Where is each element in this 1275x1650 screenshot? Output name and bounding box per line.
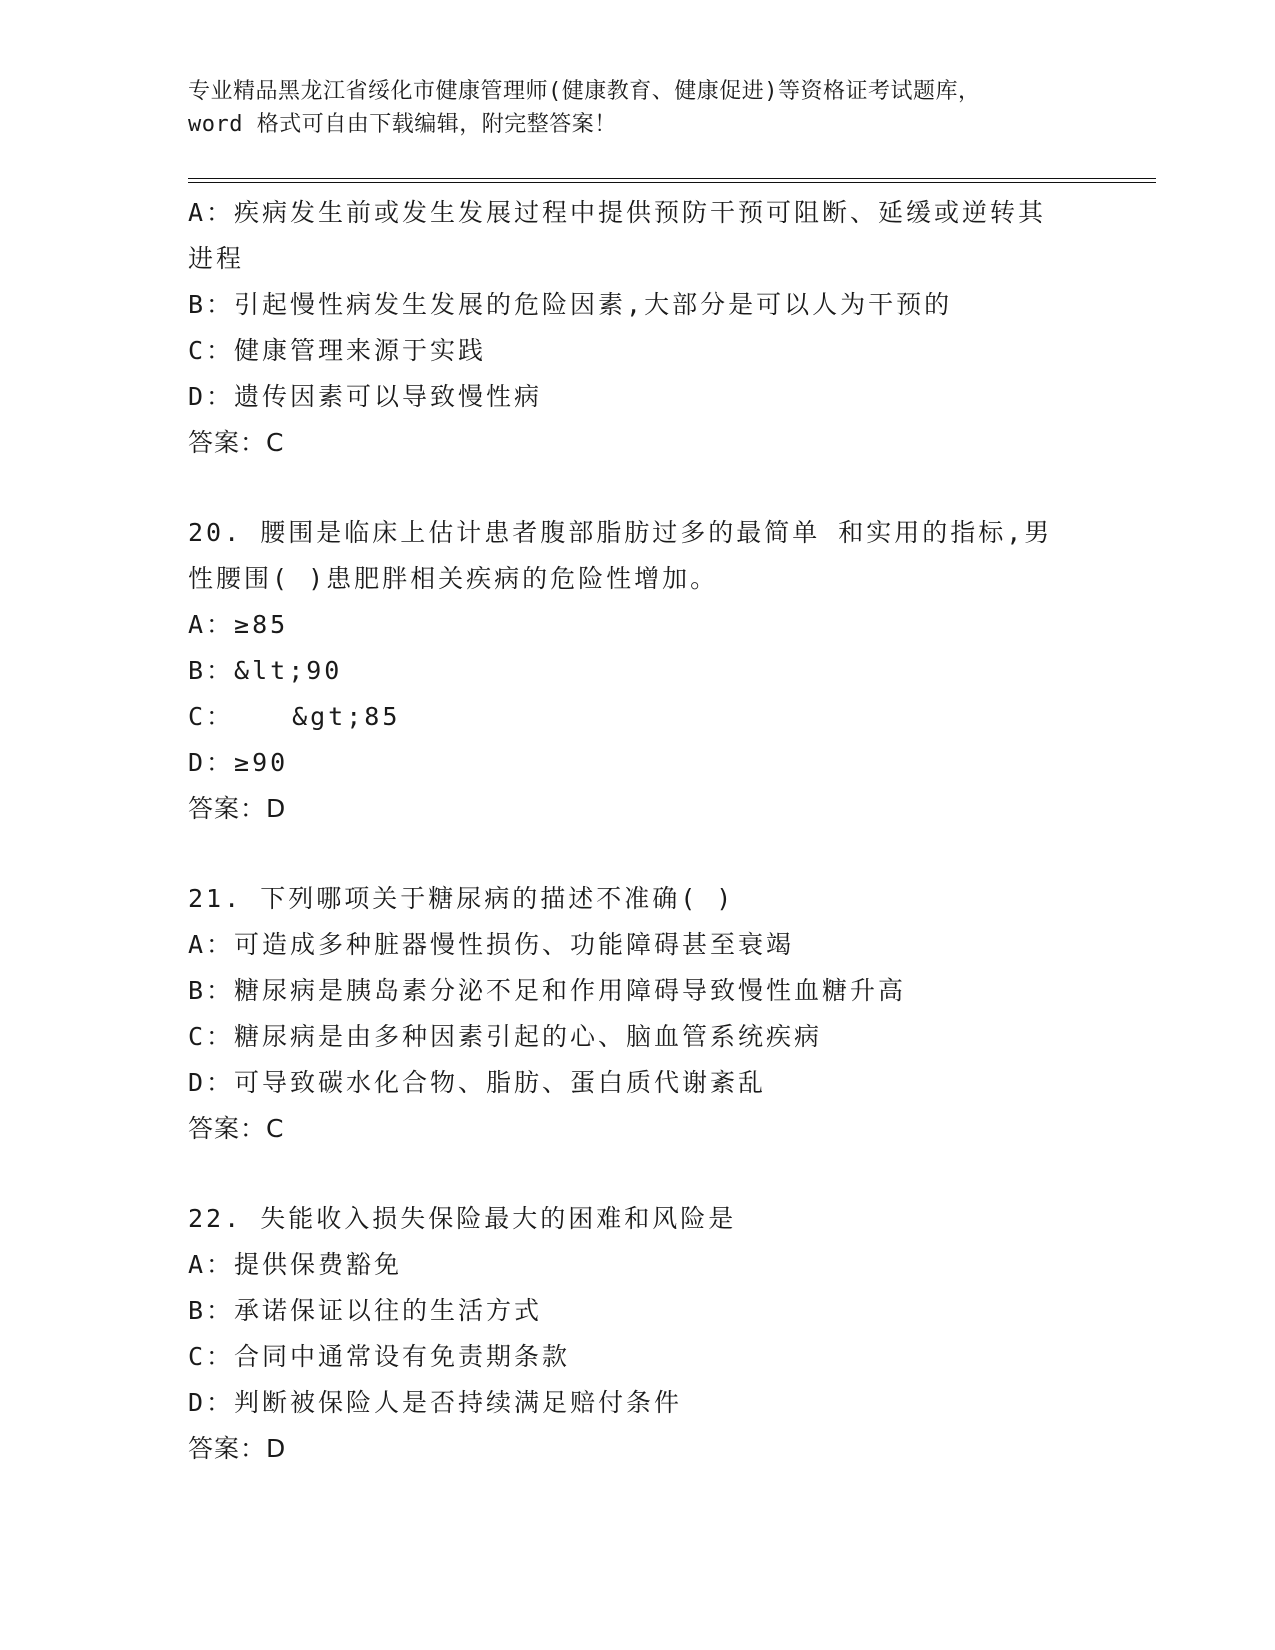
option-a-line-1: A：疾病发生前或发生发展过程中提供预防干预可阻断、延缓或逆转其 (188, 198, 1047, 227)
answer: 答案：C (188, 428, 285, 457)
answer: 答案：C (188, 1114, 285, 1143)
header-title-line-1: 专业精品黑龙江省绥化市健康管理师(健康教育、健康促进)等资格证考试题库， (188, 79, 981, 104)
question-stem: 22. 失能收入损失保险最大的困难和风险是 (188, 1204, 737, 1233)
option-c: C：健康管理来源于实践 (188, 336, 487, 365)
option-c: C：合同中通常设有免责期条款 (188, 1342, 571, 1371)
answer: 答案：D (188, 1434, 287, 1463)
document-page (188, 0, 1188, 1650)
header-title-line-2: word 格式可自由下载编辑，附完整答案！ (188, 112, 617, 137)
option-a: A：可造成多种脏器慢性损伤、功能障碍甚至衰竭 (188, 930, 795, 959)
question-21 (188, 876, 1188, 1152)
option-b: B：引起慢性病发生发展的危险因素,大部分是可以人为干预的 (188, 290, 953, 319)
spacer (188, 1152, 1188, 1196)
option-c (188, 694, 1188, 740)
option-c-label: C： (188, 702, 235, 731)
option-d: D：遗传因素可以导致慢性病 (188, 382, 543, 411)
question-19 (188, 190, 1188, 466)
question-stem-line-1: 20. 腰围是临床上估计患者腹部脂肪过多的最简单 和实用的指标,男 (188, 518, 1053, 547)
spacer (188, 466, 1188, 510)
header-double-rule (188, 178, 1156, 183)
option-a: A：提供保费豁免 (188, 1250, 403, 1279)
option-d: D：判断被保险人是否持续满足赔付条件 (188, 1388, 683, 1417)
option-c: C：糖尿病是由多种因素引起的心、脑血管系统疾病 (188, 1022, 823, 1051)
question-list (188, 190, 1188, 1472)
question-stem: 21. 下列哪项关于糖尿病的描述不准确( ) (188, 884, 735, 913)
option-a-line-2: 进程 (188, 244, 245, 273)
question-20 (188, 510, 1188, 832)
question-22 (188, 1196, 1188, 1472)
option-b: B：糖尿病是胰岛素分泌不足和作用障碍导致慢性血糖升高 (188, 976, 907, 1005)
question-stem-line-2: 性腰围( )患肥胖相关疾病的危险性增加。 (188, 564, 719, 593)
option-b: B：承诺保证以往的生活方式 (188, 1296, 543, 1325)
option-c-value: &gt;85 (292, 702, 401, 731)
option-a: A：≥85 (188, 610, 289, 639)
option-d: D：可导致碳水化合物、脂肪、蛋白质代谢紊乱 (188, 1068, 767, 1097)
option-b: B：&lt;90 (188, 656, 343, 685)
document-header (188, 75, 1138, 141)
spacer (188, 832, 1188, 876)
answer: 答案：D (188, 794, 287, 823)
option-d: D：≥90 (188, 748, 289, 777)
